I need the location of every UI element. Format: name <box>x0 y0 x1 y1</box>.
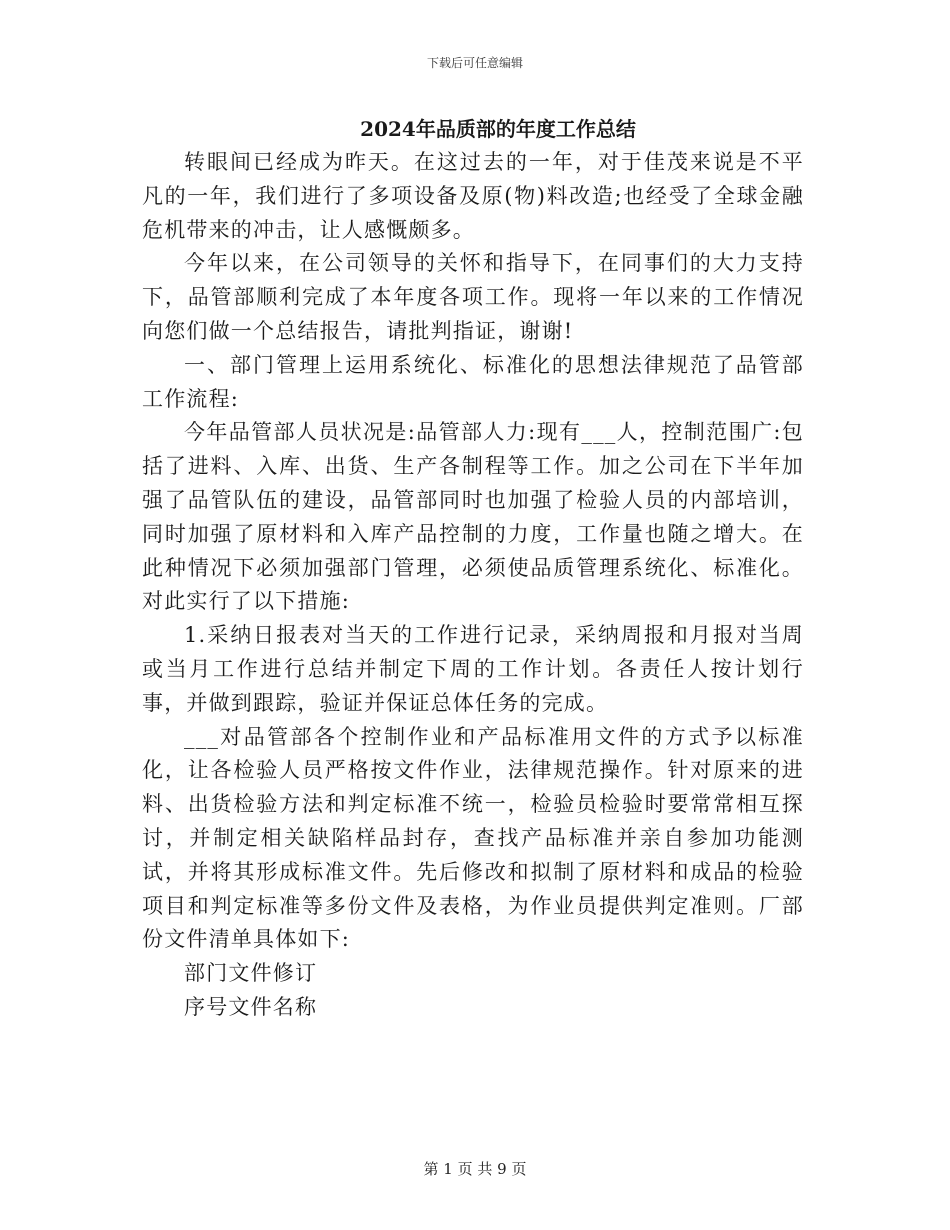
paragraph-table-header: 序号文件名称 <box>184 994 318 1019</box>
document-title: 2024年品质部的年度工作总结 <box>360 117 636 141</box>
page-number: 第 1 页 共 9 页 <box>423 1160 527 1178</box>
paragraph-summary: 今年以来，在公司领导的关怀和指导下，在同事们的大力支持下，品管部顺利完成了本年度各项工作。现将一年以来的工作情况向您们做一个总结报告，请批判指证，谢谢! <box>142 251 804 343</box>
paragraph-measure-one: 1.采纳日报表对当天的工作进行记录，采纳周报和月报对当周或当月工作进行总结并制定下周的工作计划。各责任人按计划行事，并做到跟踪，验证并保证总体任务的完成。 <box>142 623 804 715</box>
paragraph-intro: 转眼间已经成为昨天。在这过去的一年，对于佳茂来说是不平凡的一年，我们进行了多项设备及原(物)料改造;也经受了全球金融危机带来的冲击，让人感慨颇多。 <box>142 150 804 242</box>
paragraph-section-one-heading: 一、部门管理上运用系统化、标准化的思想法律规范了品管部工作流程: <box>142 352 804 411</box>
paragraph-file-revision: 部门文件修订 <box>184 961 318 986</box>
header-note: 下载后可任意编辑 <box>426 56 523 70</box>
document-body <box>142 146 804 1025</box>
paragraph-measure-two: ___对品管部各个控制作业和产品标准用文件的方式予以标准化，让各检验人员严格按文件作业，法律规范操作。针对原来的进料、出货检验方法和判定标准不统一，检验员检验时要常常相互探讨，并制定相关缺陷样品封存，查找产品标准并亲自参加功能测试，并将其形成标准文件。先后修改和拟制了原材料和成品的检验项目和判定标准等多份文件及表格，为作业员提供判定准则。厂部份文件清单具体如下: <box>142 724 804 952</box>
paragraph-staffing: 今年品管部人员状况是:品管部人力:现有___人，控制范围广:包括了进料、入库、出货、生产各制程等工作。加之公司在下半年加强了品管队伍的建设，品管部同时也加强了检验人员的内部培训，同时加强了原材料和入库产品控制的力度，工作量也随之增大。在此种情况下必须加强部门管理，必须使品质管理系统化、标准化。对此实行了以下措施: <box>142 420 804 614</box>
